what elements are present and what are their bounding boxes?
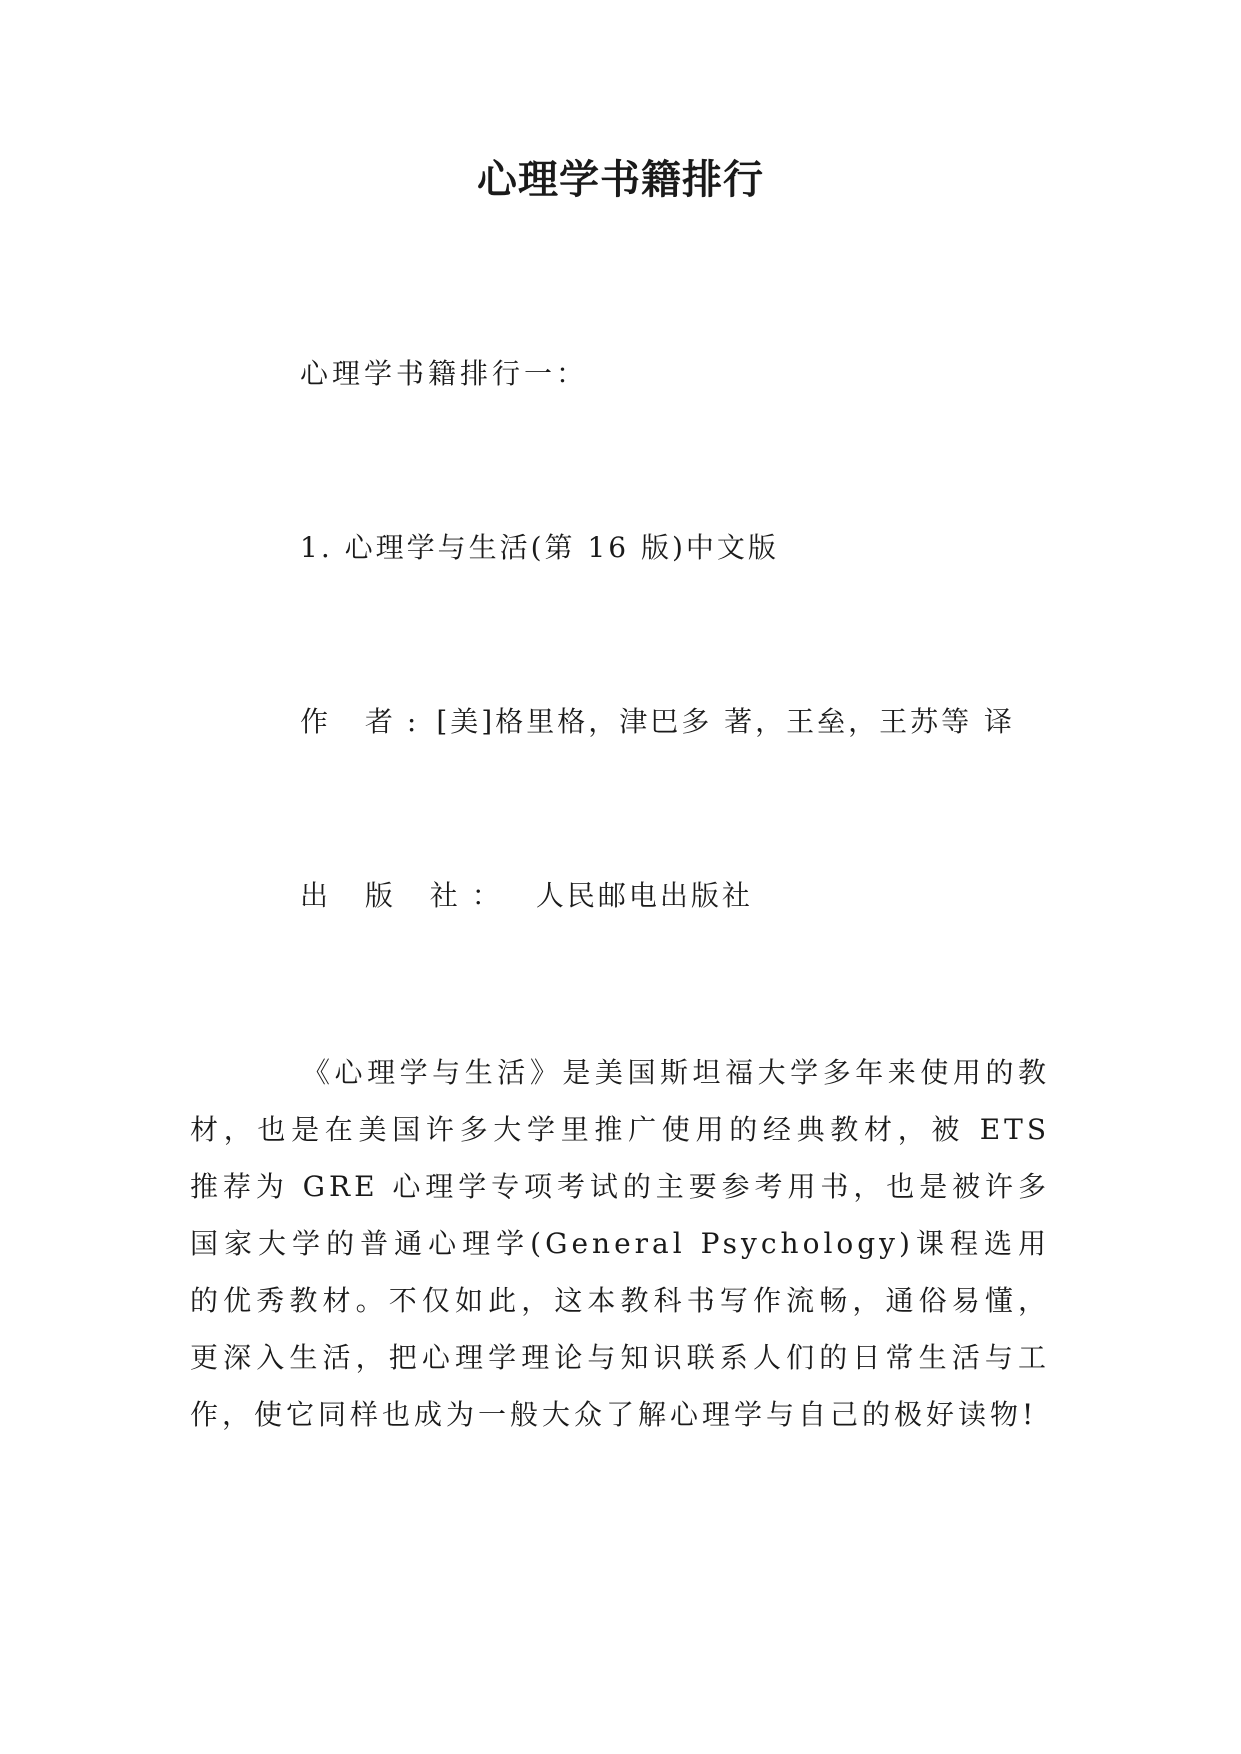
- publisher-value: 人民邮电出版社: [535, 879, 753, 912]
- section-heading: 心理学书籍排行一：: [300, 357, 589, 390]
- author-value: [美]格里格，津巴多 著，王垒，王苏等 译: [436, 705, 1015, 738]
- publisher-row: [300, 876, 753, 916]
- page-title: 心理学书籍排行: [477, 157, 764, 203]
- author-label: 作 者:: [300, 705, 431, 738]
- book-title: 1. 心理学与生活(第 16 版)中文版: [300, 531, 779, 564]
- author-row: [300, 702, 1015, 742]
- book-description: 《心理学与生活》是美国斯坦福大学多年来使用的教材，也是在美国许多大学里推广使用的经典教材，被 ETS 推荐为 GRE 心理学专项考试的主要参考用书，也是被许多国家大学的普通心理学(General Psychology)课程选用的优秀教材。不仅如此，这本教科书写作流畅，通俗易懂，更深入生活，把心理学理论与知识联系人们的日常生活与工作，使它同样也成为一般大众了解心理学与自己的极好读物!: [190, 1056, 1050, 1431]
- publisher-label: 出 版 社：: [300, 879, 514, 912]
